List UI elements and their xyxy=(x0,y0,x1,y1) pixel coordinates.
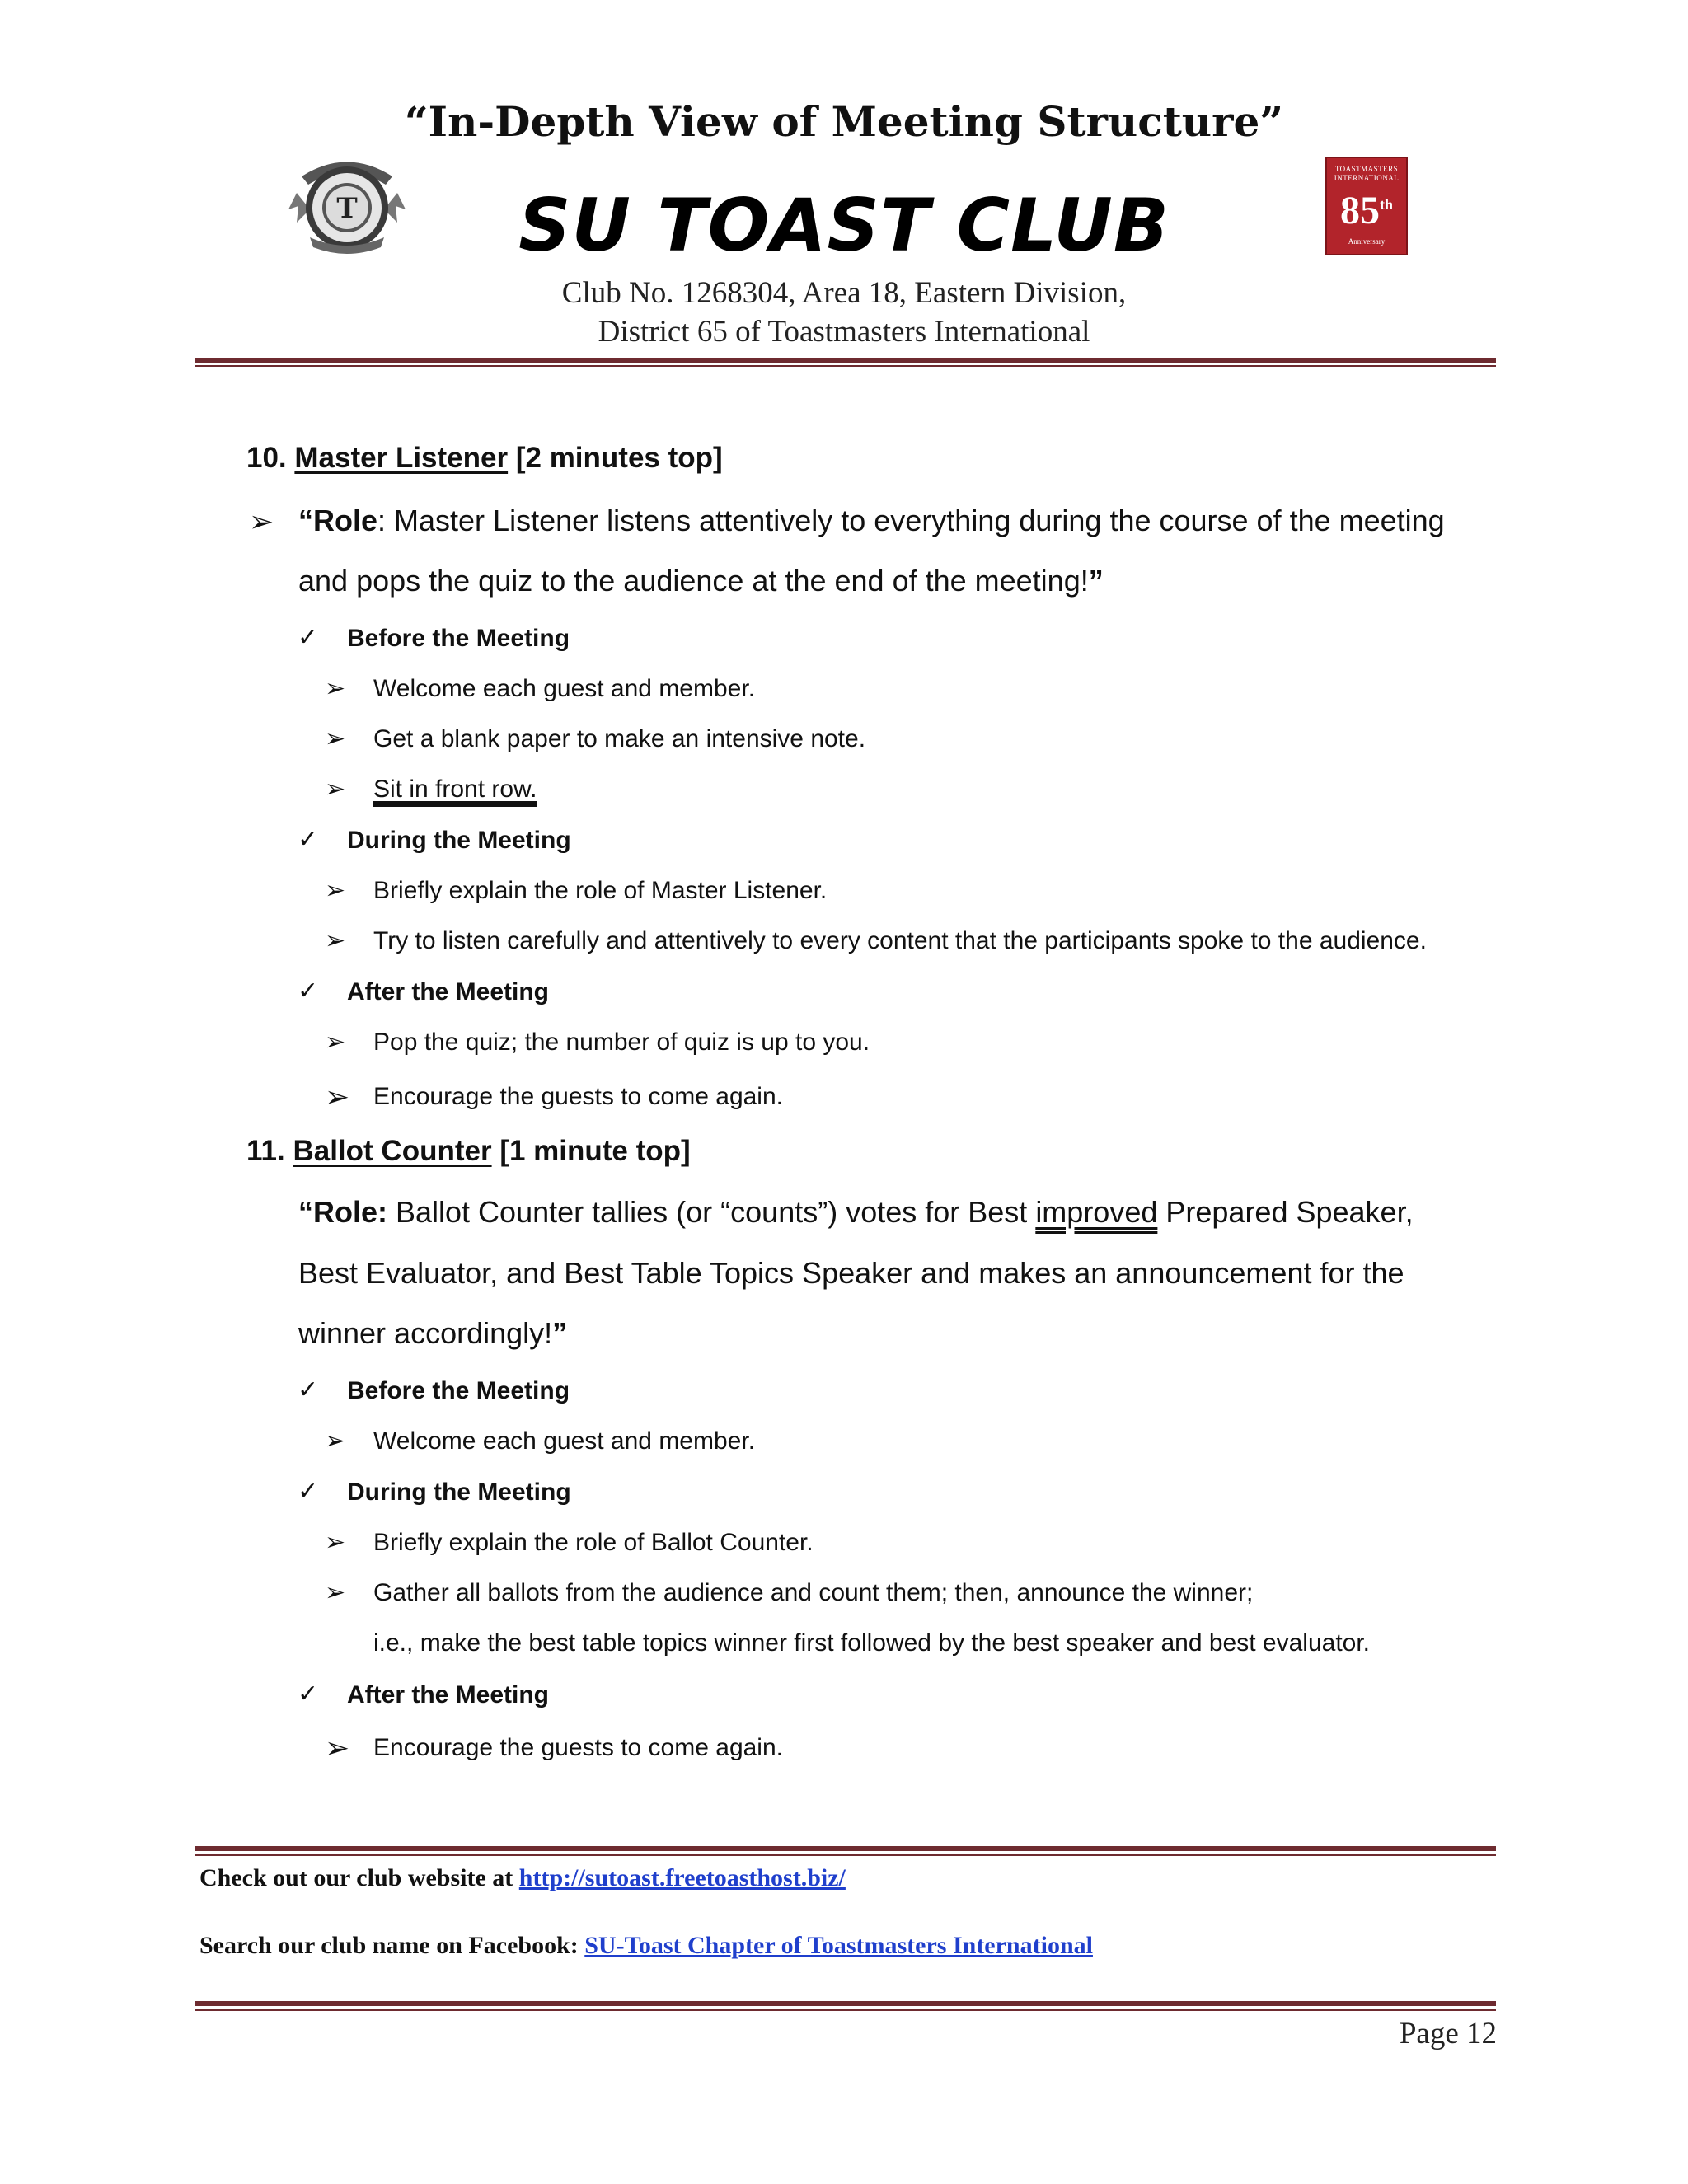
svg-text:T: T xyxy=(336,192,358,225)
section-11-during-item-1: Briefly explain the role of Ballot Counter. xyxy=(373,1529,814,1556)
section-11-during-item-2: Gather all ballots from the audience and count them; then, announce the winner; xyxy=(373,1579,1254,1606)
arrow-bullet-icon: ➢ xyxy=(249,504,274,538)
arrow-bullet-icon: ➢ xyxy=(325,1029,346,1056)
section-11-role-line-3: winner accordingly!” xyxy=(298,1316,568,1350)
section-11-role-line-2: Best Evaluator, and Best Table Topics Speaker and makes an announcement for the xyxy=(298,1256,1404,1290)
facebook-link[interactable]: SU-Toast Chapter of Toastmasters International xyxy=(584,1932,1093,1959)
section-11-before-heading: Before the Meeting xyxy=(347,1377,570,1404)
check-icon: ✓ xyxy=(298,826,319,853)
check-icon: ✓ xyxy=(298,977,319,1005)
check-icon: ✓ xyxy=(298,1376,319,1404)
section-10-role-line-2: and pops the quiz to the audience at the end of the meeting!” xyxy=(298,564,1104,598)
club-info-line-2: District 65 of Toastmasters International xyxy=(598,315,1090,349)
section-10-after-item-2: Encourage the guests to come again. xyxy=(373,1083,783,1110)
arrow-bullet-icon: ➢ xyxy=(325,1579,346,1606)
section-10-after-item-1: Pop the quiz; the number of quiz is up to you. xyxy=(373,1029,870,1056)
section-11-before-item-1: Welcome each guest and member. xyxy=(373,1427,756,1455)
club-name: SU TOAST CLUB xyxy=(518,183,1170,268)
arrow-bullet-icon: ➢ xyxy=(325,1529,346,1556)
arrow-bullet-icon: ➢ xyxy=(325,877,346,904)
section-11-name: Ballot Counter xyxy=(293,1135,492,1167)
website-link[interactable]: http://sutoast.freetoasthost.biz/ xyxy=(518,1864,846,1891)
section-10-during-item-2: Try to listen carefully and attentively to every content that the participants spoke to the audience. xyxy=(373,927,1427,954)
website-line: Check out our club website at http://sutoast.freetoasthost.biz/ xyxy=(199,1864,846,1891)
footer-divider-thin xyxy=(195,1854,1496,1856)
section-10-before-item-2: Get a blank paper to make an intensive note. xyxy=(373,725,866,752)
section-11-heading: 11. Ballot Counter [1 minute top] xyxy=(246,1135,691,1167)
facebook-line: Search our club name on Facebook: SU-Toast Chapter of Toastmasters International xyxy=(199,1932,1093,1959)
document-title: “In-Depth View of Meeting Structure” xyxy=(404,97,1284,146)
check-icon: ✓ xyxy=(298,1680,319,1708)
section-11-during-item-2-continuation: i.e., make the best table topics winner first followed by the best speaker and best evaluator. xyxy=(373,1629,1371,1657)
section-11-role-line-1: “Role: Ballot Counter tallies (or “counts”) votes for Best improved Prepared Speaker, xyxy=(298,1195,1414,1229)
section-10-during-item-1: Briefly explain the role of Master Listener. xyxy=(373,877,828,904)
arrow-bullet-icon: ➢ xyxy=(325,776,346,803)
club-info-line-1: Club No. 1268304, Area 18, Eastern Division, xyxy=(561,276,1127,310)
section-10-during-heading: During the Meeting xyxy=(347,827,571,854)
anniversary-logo-bottom-text: Anniversary xyxy=(1348,237,1386,246)
section-10-before-item-3: Sit in front row. xyxy=(373,776,537,803)
page-number: Page 12 xyxy=(1399,2017,1497,2050)
footer-divider-thick xyxy=(195,1846,1496,1851)
footer-bottom-divider-thin xyxy=(195,2009,1496,2011)
section-10-before-heading: Before the Meeting xyxy=(347,625,570,652)
section-10-heading: 10. Master Listener [2 minutes top] xyxy=(246,442,723,474)
arrow-bullet-icon: ➢ xyxy=(325,927,346,954)
footer-bottom-divider-thick xyxy=(195,2001,1496,2006)
header-divider-thin xyxy=(195,365,1496,367)
section-11-after-heading: After the Meeting xyxy=(347,1681,550,1708)
arrow-bullet-icon: ➢ xyxy=(325,725,346,752)
section-10-name: Master Listener xyxy=(294,442,509,474)
anniversary-logo-number: 85th xyxy=(1339,189,1393,232)
section-10-before-item-1: Welcome each guest and member. xyxy=(373,675,756,702)
section-10-after-heading: After the Meeting xyxy=(347,978,550,1005)
anniversary-logo-top-text: TOASTMASTERS INTERNATIONAL xyxy=(1334,165,1400,182)
arrow-bullet-icon: ➢ xyxy=(325,1427,346,1455)
arrow-bullet-icon: ➢ xyxy=(325,1080,350,1113)
arrow-bullet-icon: ➢ xyxy=(325,675,346,702)
header-divider-thick xyxy=(195,358,1496,363)
section-11-after-item-1: Encourage the guests to come again. xyxy=(373,1734,783,1761)
section-10-role-line-1: “Role: Master Listener listens attentively to everything during the course of the meeting xyxy=(298,504,1445,537)
check-icon: ✓ xyxy=(298,624,319,651)
section-11-during-heading: During the Meeting xyxy=(347,1479,571,1506)
check-icon: ✓ xyxy=(298,1478,319,1505)
arrow-bullet-icon: ➢ xyxy=(325,1731,350,1765)
